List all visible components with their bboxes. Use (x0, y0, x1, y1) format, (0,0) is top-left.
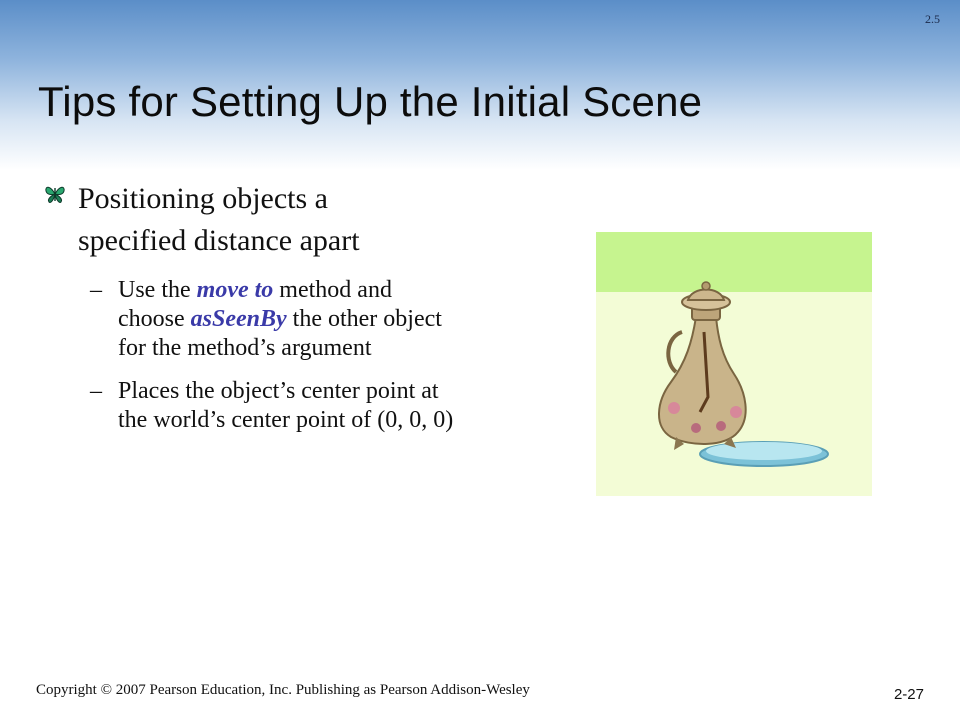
sub-bullet-list (90, 276, 474, 435)
bullet-text: Positioning objects a specified distance apart (78, 182, 360, 257)
keyword-move-to: move to (196, 277, 274, 303)
dash-marker: – (90, 277, 102, 303)
keyword-asseenby: asSeenBy (190, 306, 287, 332)
sub-bullet-item (90, 377, 474, 435)
section-number: 2.5 (925, 12, 940, 26)
vase-and-dish-icon (596, 232, 872, 496)
text-segment: method and choose (118, 277, 392, 332)
sub-bullet-text: Places the object’s center point at the world’s center point of (0, 0, 0) (118, 378, 454, 433)
scene-image (596, 232, 872, 496)
butterfly-icon (44, 183, 66, 205)
footer-copyright: Copyright © 2007 Pearson Education, Inc. Publishing as Pearson Addison-Wesley (36, 682, 530, 698)
slide-content (44, 178, 474, 449)
sub-bullet-item (90, 276, 474, 363)
text-segment: the other object for the method’s argument (118, 306, 442, 361)
text-segment: Use the (118, 277, 197, 303)
slide-title: Tips for Setting Up the Initial Scene (38, 78, 703, 125)
sub-bullet-text (118, 276, 458, 363)
bullet-item (44, 178, 474, 262)
page-number: 2-27 (893, 686, 924, 703)
dash-marker: – (90, 378, 102, 404)
